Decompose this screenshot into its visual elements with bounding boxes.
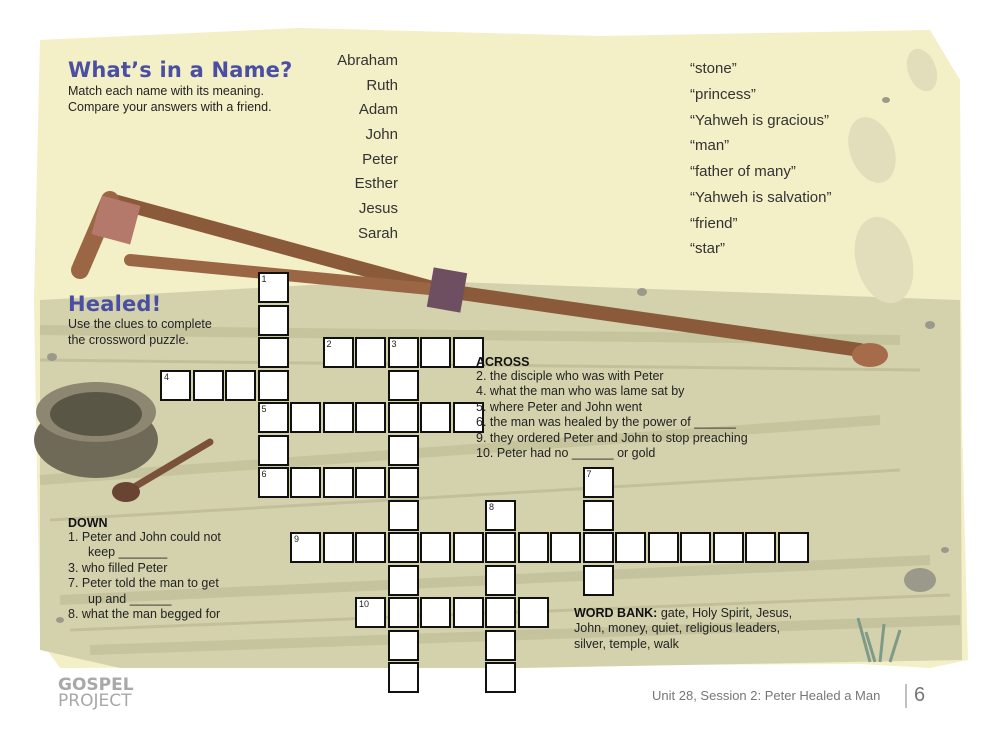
- name-john: John: [365, 126, 398, 143]
- crossword-cell[interactable]: [355, 597, 386, 628]
- down-clue-continued: up and ______: [88, 591, 172, 606]
- crossword-cell[interactable]: [420, 597, 451, 628]
- gospel-project-logo: GOSPEL PROJECT: [58, 675, 134, 711]
- clue-number: 3: [391, 339, 397, 349]
- crossword-cell[interactable]: [258, 370, 289, 401]
- session-label: Unit 28, Session 2: Peter Healed a Man: [652, 688, 881, 703]
- crossword-cell[interactable]: [420, 532, 451, 563]
- crossword-cell[interactable]: [518, 532, 549, 563]
- word-bank-label: WORD BANK:: [574, 606, 658, 620]
- clue-number: 10: [359, 599, 370, 609]
- crossword-cell[interactable]: [355, 402, 386, 433]
- down-heading: DOWN: [68, 516, 108, 530]
- meaning-item: “friend”: [690, 215, 738, 232]
- crossword-cell[interactable]: [160, 370, 191, 401]
- name-match-instructions: Match each name with its meaning. Compare your answers with a friend.: [68, 84, 272, 114]
- name-ruth: Ruth: [366, 77, 398, 94]
- bowl-icon: [34, 382, 158, 478]
- crossword-cell[interactable]: [258, 272, 289, 303]
- word-bank-line: gate, Holy Spirit, Jesus,: [660, 606, 793, 620]
- meaning-item: “father of many”: [690, 163, 796, 180]
- crossword-cell[interactable]: [453, 532, 484, 563]
- crossword-cell[interactable]: [388, 565, 419, 596]
- crossword-cell[interactable]: [290, 467, 321, 498]
- across-clue: 6. the man was healed by the power of ______: [476, 415, 736, 430]
- across-clue: 2. the disciple who was with Peter: [476, 369, 664, 383]
- name-sarah: Sarah: [357, 225, 398, 242]
- crossword-cell[interactable]: [290, 402, 321, 433]
- meaning-item: “man”: [690, 137, 730, 154]
- crossword-cell[interactable]: [713, 532, 744, 563]
- across-clue: 4. what the man who was lame sat by: [476, 384, 685, 399]
- crossword-cell[interactable]: [258, 402, 289, 433]
- across-clue: 10. Peter had no ______ or gold: [476, 446, 656, 461]
- name-abraham: Abraham: [337, 52, 398, 69]
- crossword-cell[interactable]: [388, 662, 419, 693]
- crossword-cell[interactable]: [388, 597, 419, 628]
- crossword-cell[interactable]: [583, 532, 614, 563]
- crossword-cell[interactable]: [485, 500, 516, 531]
- down-clue: 8. what the man begged for: [68, 607, 221, 622]
- crossword-cell[interactable]: [485, 662, 516, 693]
- crossword-cell[interactable]: [355, 337, 386, 368]
- crossword-cell[interactable]: [453, 597, 484, 628]
- across-heading: ACROSS: [476, 355, 530, 369]
- crossword-cell[interactable]: [388, 435, 419, 466]
- name-adam: Adam: [358, 101, 398, 118]
- crossword-cell[interactable]: [258, 337, 289, 368]
- crossword-cell[interactable]: [290, 532, 321, 563]
- crossword-cell[interactable]: [388, 370, 419, 401]
- crossword-instructions: Use the clues to complete the crossword puzzle.: [68, 317, 212, 347]
- crossword-cell[interactable]: [323, 402, 354, 433]
- crossword-cell[interactable]: [648, 532, 679, 563]
- crossword-cell[interactable]: [388, 337, 419, 368]
- crossword-cell[interactable]: [583, 565, 614, 596]
- crossword-cell[interactable]: [485, 597, 516, 628]
- word-bank-line: silver, temple, walk: [574, 636, 679, 651]
- crossword-cell[interactable]: [258, 435, 289, 466]
- crossword-cell[interactable]: [745, 532, 776, 563]
- crossword-title: Healed!: [68, 292, 162, 316]
- down-clue: 1. Peter and John could not: [68, 530, 221, 544]
- down-clues: [68, 516, 221, 622]
- crossword-cell[interactable]: [388, 532, 419, 563]
- crossword-cell[interactable]: [485, 532, 516, 563]
- crossword-cell[interactable]: [388, 467, 419, 498]
- meaning-item: “Yahweh is gracious”: [690, 112, 829, 129]
- crossword-cell[interactable]: [420, 402, 451, 433]
- page-number: 6: [914, 684, 926, 706]
- name-match-title: What’s in a Name?: [68, 58, 293, 82]
- down-clue: 3. who filled Peter: [68, 560, 168, 575]
- crossword-cell[interactable]: [615, 532, 646, 563]
- word-bank: [574, 606, 834, 652]
- clue-number: 9: [294, 534, 300, 544]
- clue-number: 2: [326, 339, 332, 349]
- crossword-cell[interactable]: [550, 532, 581, 563]
- crossword-cell[interactable]: [193, 370, 224, 401]
- clue-number: 8: [489, 501, 495, 512]
- crossword-cell[interactable]: [680, 532, 711, 563]
- clue-number: 4: [164, 371, 170, 382]
- crossword-cell[interactable]: [485, 565, 516, 596]
- crossword-cell[interactable]: [355, 467, 386, 498]
- crossword-cell[interactable]: [258, 467, 289, 498]
- down-clue: 7. Peter told the man to get: [68, 576, 219, 591]
- crossword-cell[interactable]: [355, 532, 386, 563]
- crossword-cell[interactable]: [323, 467, 354, 498]
- crossword-cell[interactable]: [388, 630, 419, 661]
- across-clues: [476, 355, 748, 461]
- clue-number: 5: [261, 404, 267, 414]
- crossword-cell[interactable]: [583, 467, 614, 498]
- meaning-item: “star”: [690, 240, 725, 257]
- meaning-item: “Yahweh is salvation”: [690, 189, 832, 206]
- name-peter: Peter: [362, 151, 398, 168]
- crossword-cell[interactable]: [583, 500, 614, 531]
- crossword-cell[interactable]: [323, 532, 354, 563]
- clue-number: 6: [261, 469, 267, 479]
- crossword-cell[interactable]: [388, 500, 419, 531]
- down-clue-continued: keep _______: [88, 545, 168, 560]
- crossword-cell[interactable]: [420, 337, 451, 368]
- clue-number: 7: [586, 469, 592, 479]
- crossword-cell[interactable]: [323, 337, 354, 368]
- meaning-item: “stone”: [690, 60, 737, 77]
- across-clue: 5. where Peter and John went: [476, 399, 643, 414]
- crossword-cell[interactable]: [485, 630, 516, 661]
- crossword-cell[interactable]: [258, 305, 289, 336]
- name-jesus: Jesus: [358, 200, 398, 217]
- meaning-item: “princess”: [690, 86, 756, 103]
- crossword-cell[interactable]: [225, 370, 256, 401]
- name-esther: Esther: [354, 175, 398, 192]
- crossword-cell[interactable]: [518, 597, 549, 628]
- word-bank-line: John, money, quiet, religious leaders,: [574, 621, 781, 636]
- crossword-cell[interactable]: [388, 402, 419, 433]
- clue-number: 1: [261, 274, 267, 284]
- across-clue: 9. they ordered Peter and John to stop preaching: [476, 430, 748, 445]
- crossword-cell[interactable]: [778, 532, 809, 563]
